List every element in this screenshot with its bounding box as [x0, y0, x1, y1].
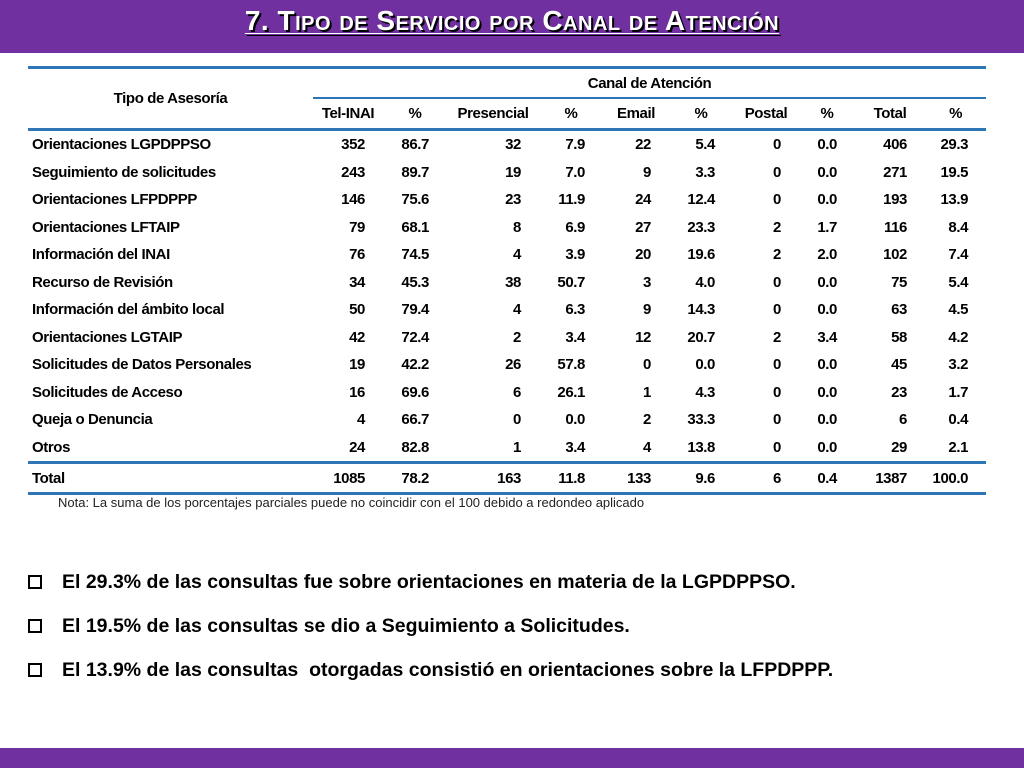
table-cell: 12.4 [687, 191, 715, 209]
table-cell: 4.2 [948, 328, 969, 346]
column-header: % [949, 105, 962, 122]
bullet-list [24, 560, 1004, 692]
table-cell: 5.4 [695, 136, 715, 154]
bullet-item [24, 648, 1004, 692]
row-label: Información del ámbito local [32, 301, 225, 319]
table-cell: 6 [513, 383, 521, 401]
table-cell: 352 [341, 136, 365, 154]
table-cell: 0.0 [817, 383, 837, 401]
table-cell: 0.0 [695, 356, 715, 374]
table-cell: 6 [899, 411, 907, 429]
table-cell: 6.3 [565, 301, 585, 319]
table-cell: 16 [349, 383, 365, 401]
table-cell: 5.4 [948, 273, 969, 291]
table-row [28, 130, 986, 159]
table-cell: 9 [643, 301, 651, 319]
table-header [28, 68, 986, 130]
bullet-text: El 13.9% de las consultas otorgadas consistió en orientaciones sobre la LFPDPPP. [62, 658, 834, 681]
bullet-text: El 19.5% de las consultas se dio a Seguimiento a Solicitudes. [62, 614, 630, 637]
table-row [28, 214, 986, 242]
table-cell: 82.8 [401, 438, 429, 456]
table-cell: 3.3 [695, 163, 715, 181]
column-header: Total [873, 105, 907, 122]
table-cell: 57.8 [557, 356, 585, 374]
table-cell: 13.9 [940, 191, 969, 209]
table-cell: 1.7 [817, 218, 837, 236]
row-label: Otros [32, 438, 71, 456]
table-cell: 2.1 [948, 438, 969, 456]
table-cell: 79.4 [401, 301, 429, 319]
table-cell: 271 [883, 163, 907, 181]
table-cell: 4.5 [948, 301, 969, 319]
table-cell: 1.7 [948, 383, 969, 401]
table-cell: 0 [773, 383, 781, 401]
table-cell: 0 [773, 191, 781, 209]
table-cell: 66.7 [401, 411, 429, 429]
table-cell: 45.3 [401, 273, 429, 291]
table-cell: 146 [341, 191, 365, 209]
table-cell: 3.4 [565, 438, 585, 456]
table-cell: 58 [891, 328, 907, 346]
table-cell: 19.6 [687, 246, 715, 264]
table-cell: 0 [773, 273, 781, 291]
total-row [28, 463, 986, 494]
row-label: Orientaciones LFTAIP [32, 218, 180, 236]
table-body [28, 130, 986, 494]
table-row [28, 351, 986, 379]
column-header: Postal [744, 105, 788, 122]
table-cell: 69.6 [401, 383, 429, 401]
column-header: % [408, 105, 422, 122]
table-cell: 3.2 [948, 356, 969, 374]
table-cell: 76 [349, 246, 365, 264]
table-cell: 0 [513, 411, 521, 429]
table-cell: 19 [505, 163, 521, 181]
table-cell: 29 [891, 438, 907, 456]
table-cell: 50 [349, 301, 365, 319]
table-cell: 3.4 [817, 328, 837, 346]
table-cell: 0.0 [817, 301, 837, 319]
table-cell: 4 [513, 301, 521, 319]
table-cell: 11.9 [558, 191, 585, 209]
table-cell: 8.4 [948, 218, 969, 236]
table-cell: 8 [513, 218, 521, 236]
table-cell: 23.3 [687, 218, 715, 236]
table-cell: 116 [884, 218, 907, 236]
bullet-item [24, 604, 1004, 648]
table-cell: 12 [635, 328, 651, 346]
table-cell: 26.1 [557, 383, 585, 401]
table-cell: 4 [513, 246, 521, 264]
table-cell: 0.0 [817, 191, 837, 209]
table-cell: 74.5 [401, 246, 429, 264]
row-label: Solicitudes de Acceso [32, 383, 183, 401]
table-cell: 14.3 [687, 301, 715, 319]
column-header: Tel-INAI [321, 105, 375, 122]
table-cell: 0 [643, 356, 651, 374]
table-cell: 26 [505, 356, 521, 374]
row-label: Orientaciones LGPDPPSO [32, 136, 211, 154]
table-cell: 23 [505, 191, 521, 209]
table-cell: 0.0 [817, 273, 837, 291]
column-header: % [820, 105, 834, 122]
table-cell: 2 [773, 328, 781, 346]
table-cell: 2 [513, 328, 521, 346]
table-cell: 13.8 [687, 438, 715, 456]
table-cell: 29.3 [940, 136, 969, 154]
table-row [28, 186, 986, 214]
table-cell: 89.7 [401, 163, 429, 181]
table-cell: 243 [341, 163, 365, 181]
table-cell: 100.0 [932, 469, 969, 487]
table-cell: 2.0 [817, 246, 837, 264]
table-cell: 0 [773, 438, 781, 456]
corner-header: Tipo de Asesoría [113, 90, 228, 107]
table-cell: 4.0 [695, 273, 715, 291]
table-cell: 3.4 [565, 328, 585, 346]
table-cell: 1085 [333, 469, 365, 487]
bullet-item [24, 560, 1004, 604]
table-cell: 0 [773, 301, 781, 319]
table-cell: 20 [635, 246, 651, 264]
table-cell: 1387 [875, 469, 907, 487]
row-label: Seguimiento de solicitudes [32, 163, 216, 181]
table-cell: 24 [635, 191, 651, 209]
table-cell: 34 [349, 273, 365, 291]
table-cell: 38 [505, 273, 521, 291]
table-cell: 0.0 [817, 356, 837, 374]
table-row [28, 269, 986, 297]
table-cell: 6 [773, 469, 781, 487]
column-header: Email [616, 105, 656, 122]
table-cell: 2 [643, 411, 651, 429]
table-cell: 42 [349, 328, 365, 346]
table-cell: 24 [349, 438, 365, 456]
table-cell: 0.0 [817, 163, 837, 181]
bullet-text: El 29.3% de las consultas fue sobre orientaciones en materia de la LGPDPPSO. [62, 570, 796, 593]
table-cell: 42.2 [401, 356, 429, 374]
table-cell: 22 [635, 136, 651, 154]
table-cell: 50.7 [557, 273, 585, 291]
service-channel-table [28, 66, 986, 495]
checkbox-bullet-icon [28, 663, 42, 677]
footnote: Nota: La suma de los porcentajes parciales puede no coincidir con el 100 debido a redondeo aplicado [58, 495, 645, 510]
table-cell: 75 [891, 273, 907, 291]
table-cell: 45 [891, 356, 907, 374]
table-cell: 32 [505, 136, 521, 154]
table-cell: 0 [773, 356, 781, 374]
table-cell: 2 [773, 218, 781, 236]
table-row [28, 159, 986, 187]
table-cell: 3 [643, 273, 651, 291]
table-cell: 0 [773, 411, 781, 429]
row-label: Orientaciones LFPDPPP [32, 191, 197, 209]
table-cell: 63 [891, 301, 907, 319]
table-cell: 33.3 [687, 411, 715, 429]
table-cell: 163 [497, 469, 521, 487]
checkbox-bullet-icon [28, 619, 42, 633]
table-cell: 4 [357, 411, 365, 429]
title-bar [0, 0, 1024, 53]
table-cell: 19 [349, 356, 365, 374]
table-cell: 75.6 [401, 191, 429, 209]
checkbox-bullet-icon [28, 575, 42, 589]
table-cell: 1 [513, 438, 521, 456]
table-cell: 20.7 [687, 328, 715, 346]
table-row [28, 434, 986, 463]
group-header: Canal de Atención [313, 68, 986, 99]
row-label: Total [32, 469, 65, 487]
table-cell: 9 [643, 163, 651, 181]
table-cell: 6.9 [565, 218, 585, 236]
column-header: % [564, 105, 578, 122]
table-cell: 193 [883, 191, 907, 209]
column-header: % [694, 105, 708, 122]
table-cell: 78.2 [401, 469, 429, 487]
table-row [28, 241, 986, 269]
table-cell: 7.0 [565, 163, 585, 181]
table-cell: 3.9 [565, 246, 585, 264]
table-cell: 19.5 [940, 163, 969, 181]
table-cell: 0.4 [948, 411, 969, 429]
row-label: Solicitudes de Datos Personales [32, 356, 252, 374]
column-header: Presencial [457, 105, 529, 122]
table-cell: 0 [773, 163, 781, 181]
table-cell: 0.0 [817, 136, 837, 154]
table-cell: 68.1 [401, 218, 429, 236]
table-cell: 7.4 [948, 246, 969, 264]
table-cell: 0.0 [565, 411, 585, 429]
table-cell: 9.6 [695, 469, 715, 487]
table-cell: 86.7 [401, 136, 429, 154]
table-cell: 0 [773, 136, 781, 154]
table-row [28, 324, 986, 352]
row-label: Información del INAI [32, 246, 170, 264]
bottom-bar [0, 748, 1024, 768]
table-row [28, 296, 986, 324]
table-cell: 0.0 [817, 411, 837, 429]
table-cell: 133 [627, 469, 651, 487]
row-label: Orientaciones LGTAIP [32, 328, 183, 346]
table-cell: 102 [883, 246, 907, 264]
table-cell: 0.0 [817, 438, 837, 456]
table-row [28, 406, 986, 434]
table-row [28, 379, 986, 407]
table-cell: 27 [635, 218, 651, 236]
row-label: Recurso de Revisión [32, 273, 173, 291]
table-cell: 4.3 [695, 383, 715, 401]
table-cell: 4 [643, 438, 651, 456]
table-cell: 79 [349, 218, 365, 236]
page-title: 7. Tipo de Servicio por Canal de Atención [244, 5, 780, 36]
table-cell: 406 [883, 136, 907, 154]
table-cell: 2 [773, 246, 781, 264]
table-cell: 23 [891, 383, 907, 401]
table-cell: 7.9 [565, 136, 585, 154]
table-cell: 0.4 [817, 469, 837, 487]
row-label: Queja o Denuncia [32, 411, 153, 429]
table-cell: 11.8 [558, 469, 585, 487]
table-cell: 1 [643, 383, 651, 401]
table-cell: 72.4 [401, 328, 429, 346]
